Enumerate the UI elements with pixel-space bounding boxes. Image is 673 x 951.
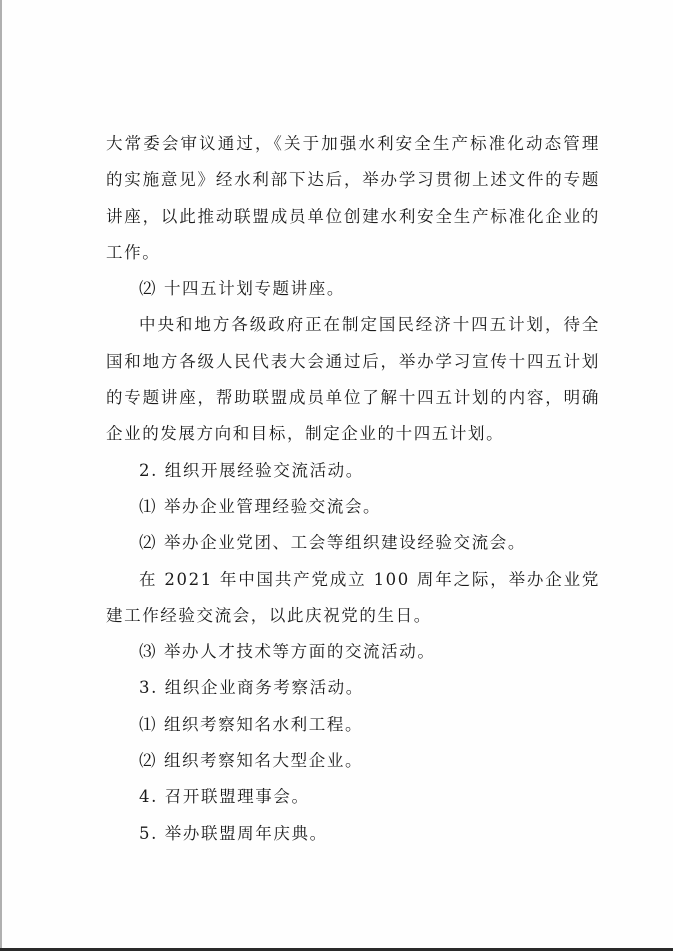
paragraph-item-1c: ⑴ 组织考察知名水利工程。	[139, 714, 364, 734]
paragraph-item-2b: ⑵ 举办企业党团、工会等组织建设经验交流会。	[139, 533, 526, 553]
paragraph-item-1: ⑴ 举办企业管理经验交流会。	[139, 496, 382, 516]
paragraph-heading-2: 2. 组织开展经验交流活动。	[139, 460, 364, 480]
paragraph-heading-3: 3. 组织企业商务考察活动。	[139, 678, 364, 698]
paragraph-five-year-plan: 中央和地方各级政府正在制定国民经济十四五计划，待全国和地方各级人民代表大会通过后，举办学习宣传十四五计划的专题讲座，帮助联盟成员单位了解十四五计划的内容，明确企业的发展方向和目标，制定企业的十四五计划。	[106, 315, 600, 444]
scan-left-edge	[0, 0, 2, 951]
paragraph-heading-5: 5. 举办联盟周年庆典。	[139, 823, 328, 843]
paragraph-item-2c: ⑵ 组织考察知名大型企业。	[139, 751, 364, 771]
paragraph-heading-4: 4. 召开联盟理事会。	[139, 787, 310, 807]
paragraph-continuation: 大常委会审议通过，《关于加强水利安全生产标准化动态管理的实施意见》经水利部下达后，举办学习贯彻上述文件的专题讲座，以此推动联盟成员单位创建水利安全生产标准化企业的工作。	[106, 134, 600, 262]
paragraph-item-3: ⑶ 举办人才技术等方面的交流活动。	[139, 642, 436, 662]
paragraph-item-2: ⑵ 十四五计划专题讲座。	[139, 279, 345, 299]
document-body	[106, 126, 600, 852]
paragraph-party-anniversary: 在 2021 年中国共产党成立 100 周年之际，举办企业党建工作经验交流会，以此庆祝党的生日。	[106, 569, 600, 625]
